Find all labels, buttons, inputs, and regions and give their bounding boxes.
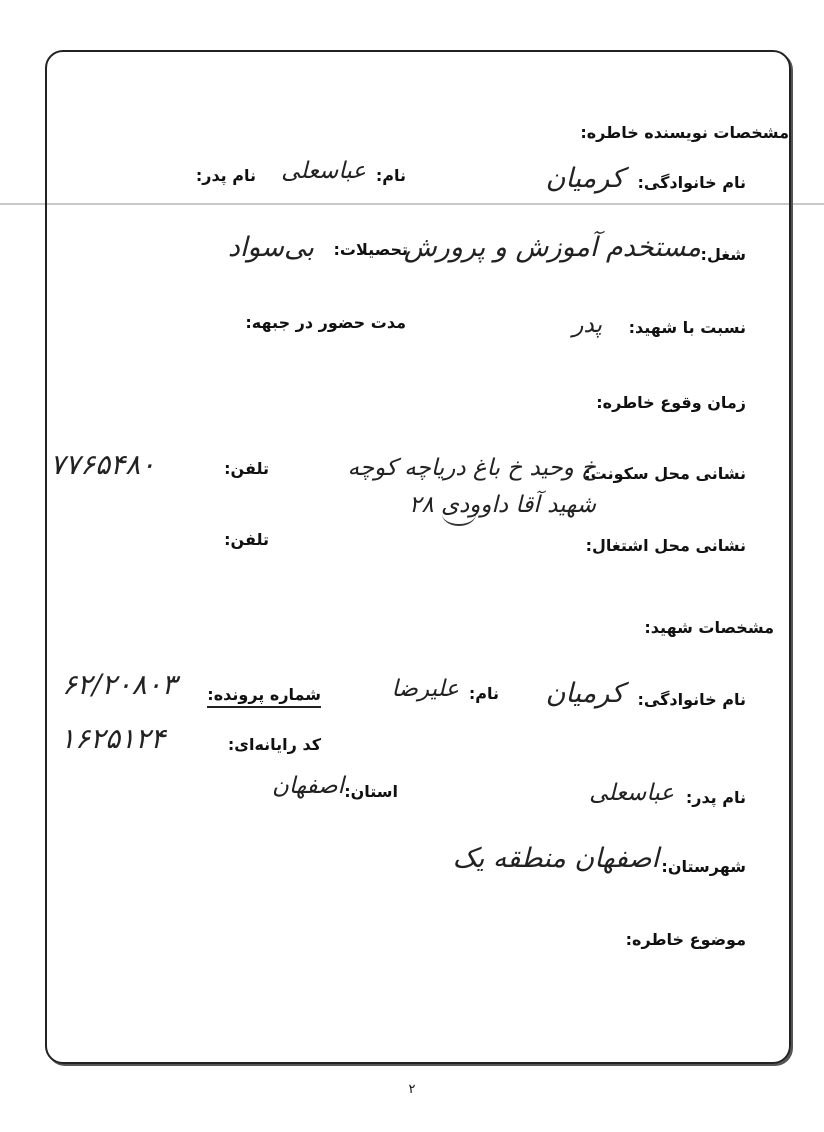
form-frame	[45, 50, 791, 1064]
writer-name-label: نام:	[375, 166, 406, 185]
writer-relation-label: نسبت با شهید:	[628, 318, 746, 337]
writer-family-value: کرمیان	[545, 163, 624, 194]
martyr-city-value: اصفهان منطقه یک	[452, 843, 659, 874]
writer-phone-label: تلفن:	[224, 459, 269, 478]
martyr-computer-code-label: کد رایانه‌ای:	[227, 735, 321, 754]
writer-family-label: نام خانوادگی:	[637, 173, 746, 192]
martyr-computer-code-value: ۱۶۲۵۱۲۴	[60, 722, 166, 755]
writer-name-value: عباسعلی	[281, 158, 366, 184]
writer-education-label: تحصیلات:	[333, 240, 408, 259]
writer-section-heading: مشخصات نویسنده خاطره:	[580, 123, 789, 142]
martyr-family-value: کرمیان	[545, 678, 624, 709]
martyr-file-number-value: ۶۲/۲۰۸۰۳	[62, 668, 177, 701]
writer-address-label: نشانی محل سکونت:	[584, 464, 746, 483]
writer-job-value: مستخدم آموزش و پرورش	[403, 232, 701, 263]
writer-front-duration-label: مدت حضور در جبهه:	[245, 313, 406, 332]
writer-work-phone-label: تلفن:	[224, 530, 269, 549]
writer-job-label: شغل:	[700, 245, 746, 264]
martyr-father-label: نام پدر:	[685, 788, 746, 807]
writer-phone-value: ۷۷۶۵۴۸۰	[50, 448, 156, 481]
writer-address-value-line2: شهید آقا داوودی ۲۸	[408, 492, 596, 518]
writer-father-label: نام پدر:	[195, 166, 256, 185]
martyr-city-label: شهرستان:	[661, 857, 746, 876]
writer-education-value: بی‌سواد	[227, 232, 314, 263]
martyr-name-value: علیرضا	[391, 676, 459, 702]
writer-time-label: زمان وقوع خاطره:	[596, 393, 746, 412]
martyr-section-heading: مشخصات شهید:	[644, 618, 774, 637]
circled-number-mark	[442, 502, 476, 526]
writer-relation-value: پدر	[572, 312, 602, 338]
martyr-topic-label: موضوع خاطره:	[625, 930, 746, 949]
martyr-province-label: استان:	[344, 782, 398, 801]
page-number: ۲	[408, 1082, 416, 1097]
martyr-file-number-label: شماره پرونده:	[207, 685, 321, 708]
martyr-father-value: عباسعلی	[589, 780, 674, 806]
writer-work-address-label: نشانی محل اشتغال:	[585, 536, 746, 555]
martyr-family-label: نام خانوادگی:	[637, 690, 746, 709]
writer-address-value-line1: خ وحید خ باغ دریاچه کوچه	[347, 455, 596, 481]
martyr-province-value: اصفهان	[271, 773, 344, 799]
martyr-name-label: نام:	[468, 684, 499, 703]
